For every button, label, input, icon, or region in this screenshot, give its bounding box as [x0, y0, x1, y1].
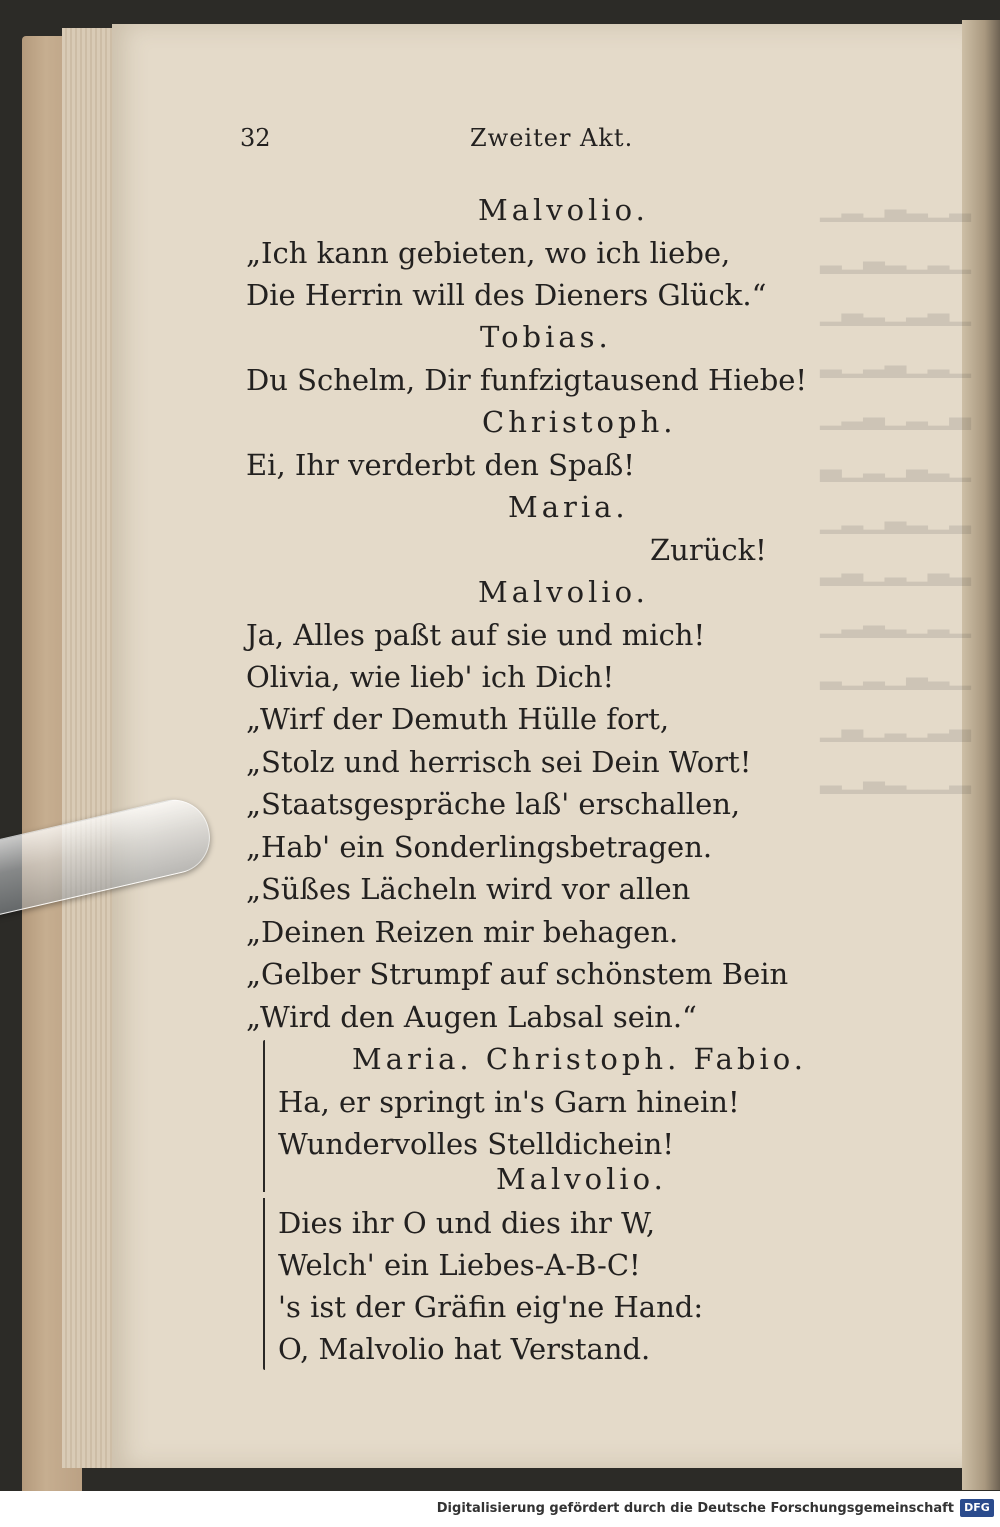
verse-line: Welch' ein Liebes-A-B-C!	[278, 1248, 641, 1282]
verse-line: Ha, er springt in's Garn hinein!	[278, 1085, 740, 1119]
page-header	[240, 124, 660, 164]
verse-line: „Ich kann gebieten, wo ich liebe,	[246, 236, 731, 270]
running-head: Zweiter Akt.	[470, 124, 634, 152]
speaker-tobias: Tobias.	[480, 320, 612, 354]
speaker-malvolio: Malvolio.	[496, 1162, 667, 1196]
dfg-logo-icon: DFG	[960, 1499, 994, 1517]
speaker-christoph: Christoph.	[482, 405, 677, 439]
verse-line: Ja, Alles paßt auf sie und mich!	[246, 618, 706, 652]
verse-line: Wundervolles Stelldichein!	[278, 1127, 674, 1161]
footer-bar	[0, 1491, 1000, 1527]
footer-credit: Digitalisierung gefördert durch die Deutsche Forschungsgemeinschaft	[436, 1501, 954, 1516]
verse-line: „Deinen Reizen mir behagen.	[246, 915, 679, 949]
verse-line: „Hab' ein Sonderlingsbetragen.	[246, 830, 713, 864]
speaker-malvolio: Malvolio.	[478, 193, 649, 227]
verse-line: 's ist der Gräfin eig'ne Hand:	[278, 1290, 704, 1324]
verse-line: Dies ihr O und dies ihr W,	[278, 1206, 656, 1240]
verse-line: Zurück!	[650, 533, 767, 567]
verse-line: Ei, Ihr verderbt den Spaß!	[246, 448, 635, 482]
verse-line: „Süßes Lächeln wird vor allen	[246, 872, 691, 906]
verse-line: „Staatsgespräche laß' erschallen,	[246, 787, 741, 821]
speaker-group: Maria. Christoph. Fabio.	[352, 1042, 807, 1076]
verse-line: Du Schelm, Dir funfzigtausend Hiebe!	[246, 363, 808, 397]
verse-line: Die Herrin will des Dieners Glück.“	[246, 278, 767, 312]
brace-lower	[263, 1198, 265, 1370]
verse-line: „Stolz und herrisch sei Dein Wort!	[246, 745, 752, 779]
verse-line: „Wird den Augen Labsal sein.“	[246, 1000, 697, 1034]
verse-line: O, Malvolio hat Verstand.	[278, 1332, 651, 1366]
book-right-edge	[962, 20, 1000, 1490]
verse-line: „Gelber Strumpf auf schönstem Bein	[246, 957, 789, 991]
speaker-maria: Maria.	[508, 490, 629, 524]
verse-line: Olivia, wie lieb' ich Dich!	[246, 660, 615, 694]
verse-line: „Wirf der Demuth Hülle fort,	[246, 702, 670, 736]
page-number: 32	[240, 124, 271, 152]
brace-upper	[263, 1040, 265, 1192]
speaker-malvolio: Malvolio.	[478, 575, 649, 609]
